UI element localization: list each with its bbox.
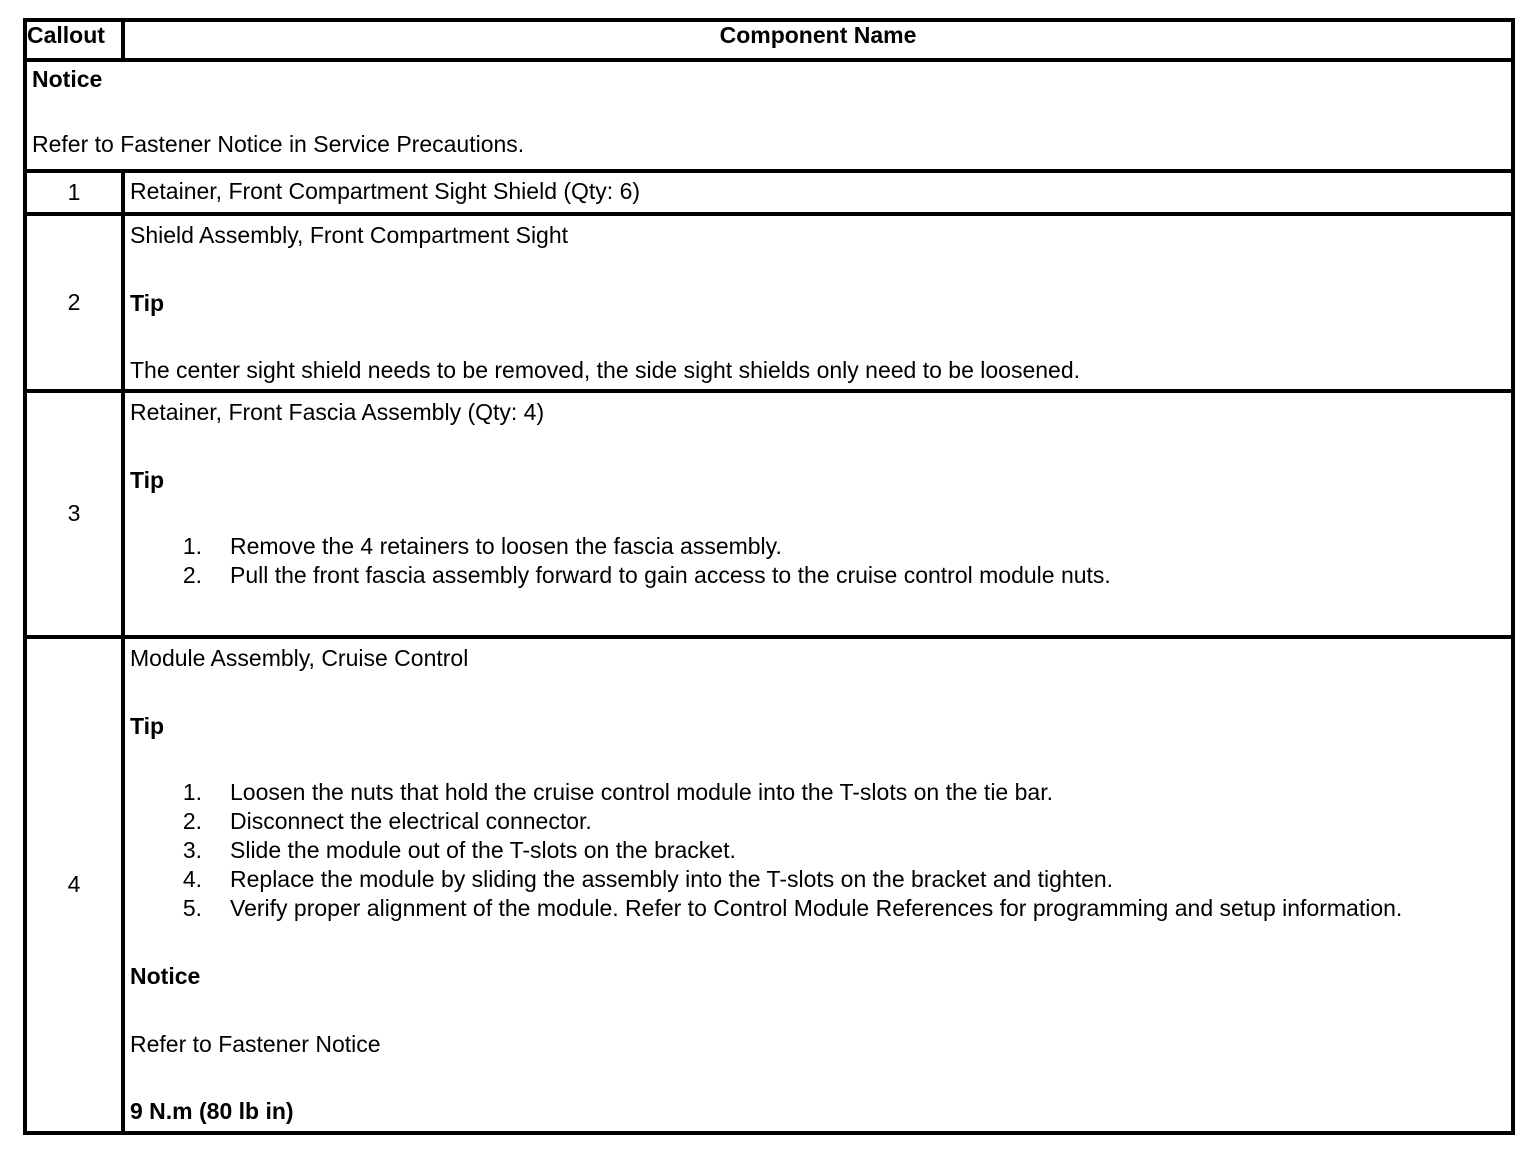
component-name-column-header: Component Name (123, 20, 1513, 60)
callout-number: 3 (25, 391, 123, 637)
callout-column-header: Callout (25, 20, 123, 60)
table-row (25, 637, 1513, 1133)
table-row (25, 171, 1513, 214)
table-header-row (25, 20, 1513, 60)
notice-cell (25, 60, 1513, 171)
component-cell (123, 391, 1513, 637)
component-name: Shield Assembly, Front Compartment Sight (130, 222, 569, 248)
component-cell (123, 214, 1513, 391)
component-name: Module Assembly, Cruise Control (130, 645, 469, 671)
list-item (130, 836, 1511, 865)
list-item (130, 778, 1511, 807)
step-text: Loosen the nuts that hold the cruise control module into the T-slots on the tie bar. (230, 779, 1053, 806)
step-number: 2. (182, 808, 202, 835)
table-row (25, 214, 1513, 391)
callout-number: 2 (25, 214, 123, 391)
tip-label: Tip (130, 466, 165, 493)
step-number: 5. (182, 895, 202, 922)
tip-label: Tip (130, 289, 165, 316)
torque-spec: 9 N.m (80 lb in) (130, 1098, 294, 1125)
step-text: Slide the module out of the T-slots on the bracket. (230, 837, 736, 864)
step-number: 1. (182, 533, 202, 560)
notice-title: Notice (32, 66, 103, 92)
list-item (130, 532, 1511, 561)
tip-text: The center sight shield needs to be removed, the side sight shields only need to be loosened. (130, 357, 1080, 384)
tip-label: Tip (130, 712, 165, 739)
list-item (130, 894, 1511, 923)
list-item (130, 807, 1511, 836)
step-number: 4. (182, 866, 202, 893)
step-number: 1. (182, 779, 202, 806)
step-text: Pull the front fascia assembly forward to gain access to the cruise control module nuts. (230, 562, 1111, 589)
notice-row (25, 60, 1513, 171)
list-item (130, 561, 1511, 590)
tip-steps-list (130, 532, 1511, 590)
step-number: 2. (182, 562, 202, 589)
list-item (130, 865, 1511, 894)
notice-text: Refer to Fastener Notice (130, 1030, 381, 1057)
table-row (25, 391, 1513, 637)
callout-number: 4 (25, 637, 123, 1133)
notice-label: Notice (130, 963, 201, 990)
step-number: 3. (182, 837, 202, 864)
step-text: Disconnect the electrical connector. (230, 808, 592, 835)
step-text: Replace the module by sliding the assembly into the T-slots on the bracket and tighten. (230, 866, 1114, 893)
notice-text: Refer to Fastener Notice in Service Precautions. (32, 130, 525, 157)
component-cell (123, 637, 1513, 1133)
component-cell (123, 171, 1513, 214)
component-name: Retainer, Front Fascia Assembly (Qty: 4) (130, 399, 545, 425)
tip-steps-list (130, 778, 1511, 923)
step-text: Remove the 4 retainers to loosen the fascia assembly. (230, 533, 782, 560)
callout-number: 1 (25, 171, 123, 214)
step-text: Verify proper alignment of the module. Refer to Control Module References for programming and setup information. (230, 895, 1403, 922)
component-table (23, 18, 1515, 1135)
component-name: Retainer, Front Compartment Sight Shield (Qty: 6) (130, 178, 641, 204)
